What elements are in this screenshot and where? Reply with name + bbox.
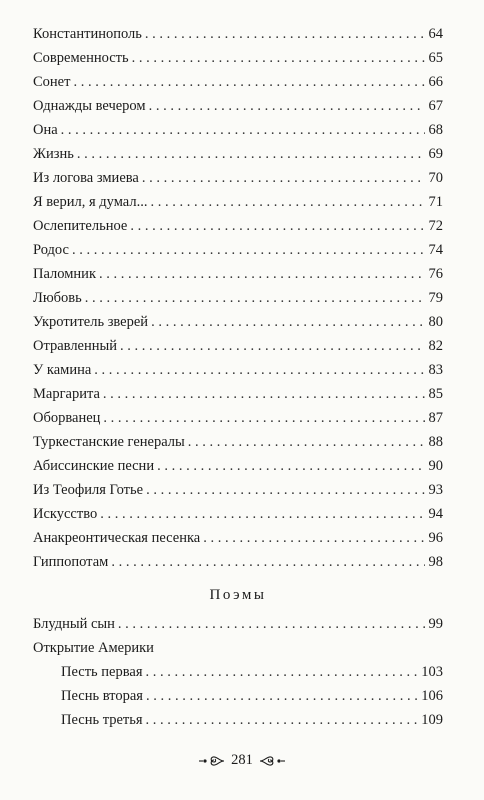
- dot-leader: [132, 48, 425, 68]
- dot-leader: [145, 24, 425, 44]
- toc-entry: [33, 528, 443, 548]
- entry-page-number: 109: [421, 712, 443, 728]
- entry-title: Блудный сын: [33, 616, 115, 632]
- dot-leader: [100, 504, 424, 524]
- toc-entry: [33, 216, 443, 236]
- entry-page-number: 65: [428, 50, 443, 66]
- entry-title: Современность: [33, 50, 129, 66]
- entry-title: Родос: [33, 242, 69, 258]
- toc-entry: [33, 240, 443, 260]
- entry-title: Гиппопотам: [33, 554, 109, 570]
- toc-entry: [33, 360, 443, 380]
- entry-title: Жизнь: [33, 146, 74, 162]
- entry-page-number: 80: [428, 314, 443, 330]
- toc-entry: [33, 72, 443, 92]
- entry-page-number: 85: [428, 386, 443, 402]
- dot-leader: [120, 336, 424, 356]
- toc-entry: [33, 552, 443, 572]
- toc-entry: [33, 614, 443, 634]
- entry-title: Туркестанские генералы: [33, 434, 185, 450]
- entry-title: Оборванец: [33, 410, 101, 426]
- toc-sub-entry: [61, 710, 443, 730]
- entry-title: Песнь вторая: [61, 688, 143, 704]
- entry-page-number: 69: [428, 146, 443, 162]
- entry-page-number: 71: [428, 194, 443, 210]
- dot-leader: [188, 432, 425, 452]
- entry-title: Я верил, я думал...: [33, 194, 148, 210]
- dot-leader: [142, 168, 425, 188]
- entry-title: Сонет: [33, 74, 71, 90]
- entry-page-number: 96: [428, 530, 443, 546]
- entry-page-number: 88: [428, 434, 443, 450]
- entry-page-number: 83: [428, 362, 443, 378]
- entry-page-number: 74: [428, 242, 443, 258]
- toc-entry: [33, 96, 443, 116]
- toc-entry: [33, 638, 443, 658]
- dot-leader: [146, 710, 418, 730]
- dot-leader: [157, 456, 424, 476]
- toc-entry: [33, 504, 443, 524]
- entry-page-number: 72: [428, 218, 443, 234]
- toc-entry: [33, 432, 443, 452]
- dot-leader: [150, 192, 424, 212]
- toc-entry: [33, 144, 443, 164]
- entry-page-number: 90: [428, 458, 443, 474]
- dot-leader: [85, 288, 425, 308]
- page-number: 281: [231, 752, 253, 768]
- entry-page-number: 82: [428, 338, 443, 354]
- entry-page-number: 64: [428, 26, 443, 42]
- entry-title: Любовь: [33, 290, 82, 306]
- section-heading: Поэмы: [209, 587, 267, 603]
- toc-entry: [33, 168, 443, 188]
- entry-title: Песнь третья: [61, 712, 143, 728]
- entry-page-number: 94: [428, 506, 443, 522]
- floral-ornament-icon: [259, 754, 287, 768]
- entry-page-number: 93: [428, 482, 443, 498]
- floral-ornament-icon: [197, 754, 225, 768]
- dot-leader: [73, 72, 424, 92]
- dot-leader: [130, 216, 424, 236]
- entry-page-number: 66: [428, 74, 443, 90]
- dot-leader: [99, 264, 425, 284]
- entry-title: Отравленный: [33, 338, 118, 354]
- entry-title: Укротитель зверей: [33, 314, 149, 330]
- entry-title: Ослепительное: [33, 218, 128, 234]
- entry-title: Открытие Америки: [33, 640, 154, 656]
- toc-entry: [33, 336, 443, 356]
- entry-title: Однажды вечером: [33, 98, 146, 114]
- entry-title: Песть первая: [61, 664, 143, 680]
- entry-title: У камина: [33, 362, 92, 378]
- toc-entry: [33, 408, 443, 428]
- dot-leader: [72, 240, 425, 260]
- toc-entry: [33, 312, 443, 332]
- entry-title: Абиссинские песни: [33, 458, 155, 474]
- entry-page-number: 87: [428, 410, 443, 426]
- entry-page-number: 106: [421, 688, 443, 704]
- entry-page-number: 68: [428, 122, 443, 138]
- toc-entry: [33, 480, 443, 500]
- toc-sub-entry: [61, 686, 443, 706]
- dot-leader: [77, 144, 425, 164]
- toc-entry: [33, 288, 443, 308]
- entry-title: Из Теофиля Готье: [33, 482, 144, 498]
- toc-entry: [33, 264, 443, 284]
- entry-title: Из логова змиева: [33, 170, 139, 186]
- dot-leader: [103, 408, 424, 428]
- dot-leader: [61, 120, 425, 140]
- entry-title: Она: [33, 122, 58, 138]
- entry-page-number: 70: [428, 170, 443, 186]
- entry-title: Маргарита: [33, 386, 100, 402]
- toc-entry: [33, 384, 443, 404]
- dot-leader: [118, 614, 425, 634]
- dot-leader: [103, 384, 425, 404]
- dot-leader: [146, 686, 417, 706]
- entry-title: Анакреонтическая песенка: [33, 530, 201, 546]
- entry-page-number: 79: [428, 290, 443, 306]
- toc-entry: [33, 48, 443, 68]
- entry-page-number: 99: [428, 616, 443, 632]
- dot-leader: [146, 662, 418, 682]
- entry-page-number: 67: [428, 98, 443, 114]
- entry-page-number: 98: [428, 554, 443, 570]
- dot-leader: [146, 480, 424, 500]
- toc-entry: [33, 24, 443, 44]
- dot-leader: [203, 528, 424, 548]
- entry-title: Искусство: [33, 506, 98, 522]
- toc-sub-entry: [61, 662, 443, 682]
- dot-leader: [94, 360, 424, 380]
- toc-entry: [33, 456, 443, 476]
- dot-leader: [149, 96, 425, 116]
- toc-entry: [33, 120, 443, 140]
- entry-title: Константинополь: [33, 26, 142, 42]
- toc-entry: [33, 192, 443, 212]
- entry-title: Паломник: [33, 266, 96, 282]
- entry-page-number: 76: [428, 266, 443, 282]
- dot-leader: [111, 552, 424, 572]
- entry-page-number: 103: [421, 664, 443, 680]
- page-folio: [0, 752, 484, 769]
- dot-leader: [151, 312, 424, 332]
